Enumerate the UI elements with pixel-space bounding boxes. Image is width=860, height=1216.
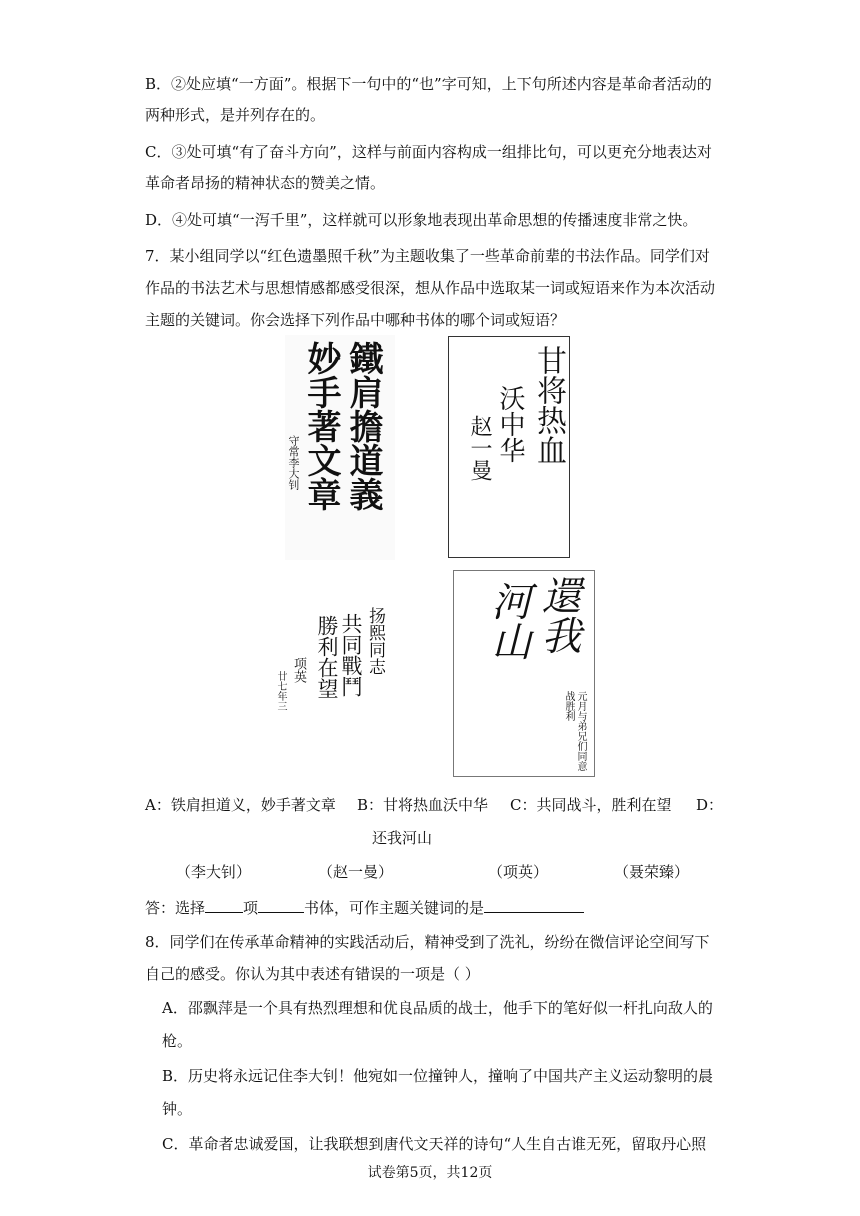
calligraphy-c	[275, 605, 395, 745]
author-c: （项英）	[488, 863, 549, 881]
q8-option-b-line2: 钟。	[162, 1100, 193, 1118]
author-d: （聂荣臻）	[614, 863, 690, 881]
calligraphy-d	[453, 570, 595, 777]
answer-blank-script[interactable]	[258, 896, 304, 913]
calligraphy-b-col2: 沃中华	[495, 385, 525, 463]
author-b: （赵一曼）	[318, 863, 394, 881]
calligraphy-d-col1: 還我	[535, 575, 581, 655]
calligraphy-a-col2: 妙手著文章	[301, 341, 341, 511]
q8-stem-line2: 自己的感受。你认为其中表述有错误的一项是（ ）	[145, 965, 480, 983]
calligraphy-c-col2: 共同戰鬥	[339, 613, 363, 697]
q6-option-c-line2: 革命者昂扬的精神状态的赞美之情。	[145, 174, 386, 192]
q7-option-b: B：甘将热血沃中华	[357, 796, 489, 814]
answer-prefix: 答：选择	[145, 899, 206, 917]
q7-answer-line	[145, 896, 584, 918]
answer-mid1: 项	[243, 899, 259, 917]
calligraphy-d-inscription: 元月与弟兄们同意战胜利	[563, 691, 586, 771]
q7-option-a: A：铁肩担道义，妙手著文章	[145, 796, 336, 814]
calligraphy-c-col3: 勝利在望	[315, 615, 339, 699]
calligraphy-a	[285, 335, 395, 560]
q7-option-d: D：	[696, 796, 724, 814]
q6-option-b-line1: B．②处应填“一方面”。根据下一句中的“也”字可知，上下句所述内容是革命者活动的	[145, 75, 712, 93]
q6-option-c-line1: C．③处可填“有了奋斗方向”，这样与前面内容构成一组排比句，可以更充分地表达对	[145, 143, 712, 161]
q8-option-a-line1: A．邵飘萍是一个具有热烈理想和优良品质的战士，他手下的笔好似一杆扎向敌人的	[162, 999, 713, 1017]
page-footer: 试卷第5页，共12页	[367, 1165, 493, 1181]
calligraphy-c-date: 廿七年三	[275, 671, 286, 711]
q6-option-d: D．④处可填“一泻千里”，这样就可以形象地表现出革命思想的传播速度非常之快。	[145, 211, 698, 229]
calligraphy-c-col1: 扬熙同志	[365, 607, 385, 675]
q7-option-c: C：共同战斗，胜利在望	[510, 796, 672, 814]
calligraphy-b-col1: 甘将热血	[531, 345, 566, 465]
q8-stem-line1: 8．同学们在传承革命精神的实践活动后，精神受到了洗礼，纷纷在微信评论空间写下	[145, 933, 710, 951]
calligraphy-c-signature: 项英	[291, 657, 306, 683]
calligraphy-a-col1: 鐵肩擔道義	[343, 341, 383, 511]
q8-option-b-line1: B．历史将永远记住李大钊！他宛如一位撞钟人，撞响了中国共产主义运动黎明的晨	[162, 1067, 714, 1085]
calligraphy-d-col2: 河山	[485, 581, 531, 661]
q8-option-c-line1: C．革命者忠诚爱国，让我联想到唐代文天祥的诗句“人生自古谁无死，留取丹心照	[162, 1135, 707, 1153]
author-a: （李大钊）	[176, 863, 252, 881]
q8-option-a-line2: 枪。	[162, 1032, 193, 1050]
q7-stem-line3: 主题的关键词。你会选择下列作品中哪种书体的哪个词或短语？	[145, 311, 566, 329]
q7-stem-line2: 作品的书法艺术与思想情感都感受很深，想从作品中选取某一词或短语来作为本次活动	[145, 279, 716, 297]
q6-option-b-line2: 两种形式，是并列存在的。	[145, 106, 326, 124]
calligraphy-a-signature: 守常李大钊	[287, 435, 300, 490]
answer-blank-option[interactable]	[205, 896, 243, 913]
answer-mid2: 书体，可作主题关键词的是	[304, 899, 485, 917]
q7-option-d-text: 还我河山	[372, 829, 433, 847]
answer-blank-keyword[interactable]	[484, 896, 584, 913]
q7-stem-line1: 7．某小组同学以“红色遗墨照千秋”为主题收集了一些革命前辈的书法作品。同学们对	[145, 247, 710, 265]
calligraphy-b-col3: 赵一曼	[467, 415, 492, 481]
calligraphy-b	[448, 336, 570, 558]
